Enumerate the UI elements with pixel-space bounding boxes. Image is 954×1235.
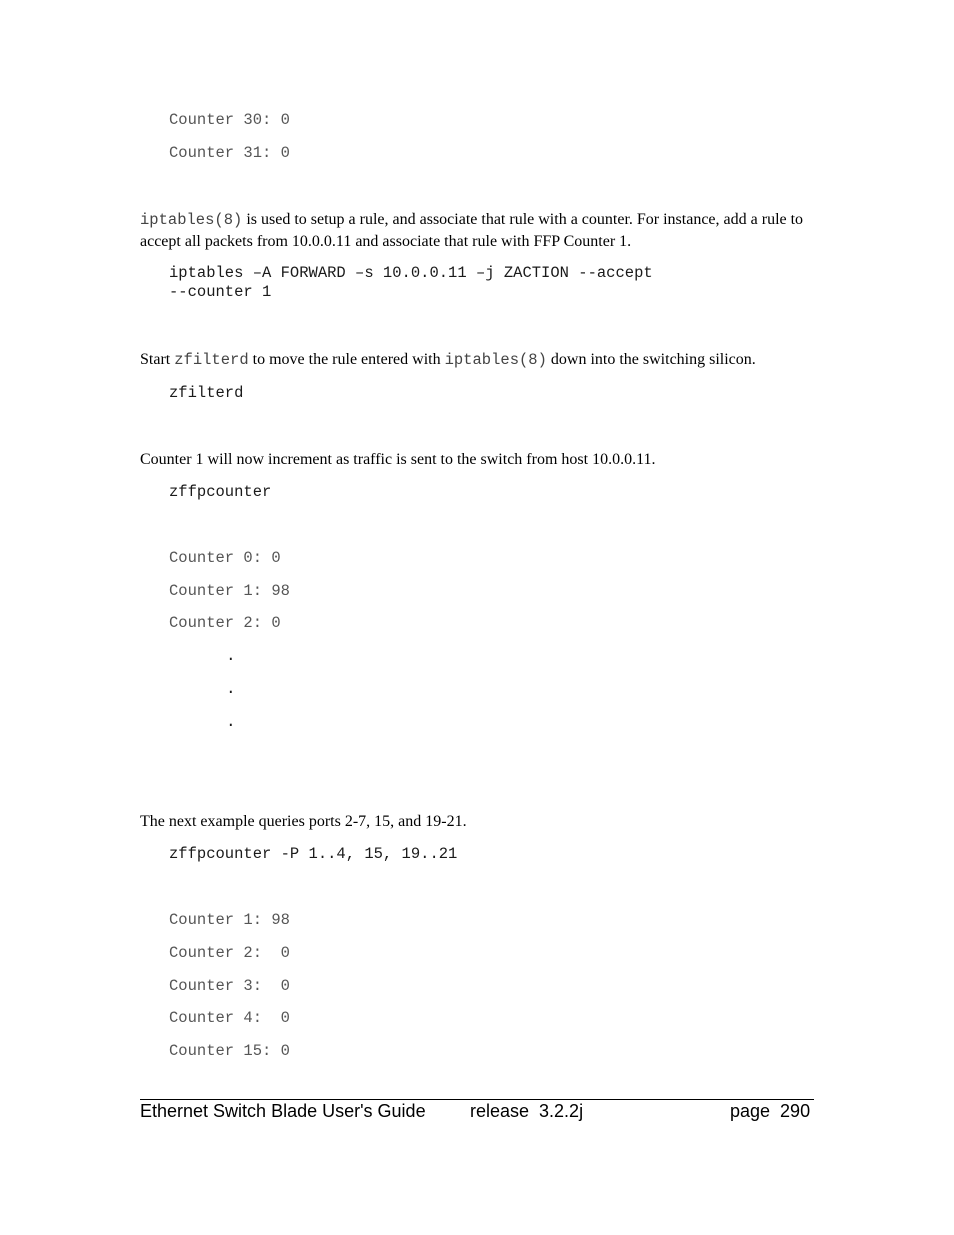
- paragraph-text: Start: [140, 351, 175, 368]
- ellipsis-dot: .: [226, 713, 236, 731]
- counter-line: Counter 30: 0: [169, 111, 290, 129]
- ellipsis-dot: .: [226, 680, 236, 698]
- inline-command: iptables(8): [444, 351, 547, 369]
- paragraph-text: to move the rule entered with: [248, 351, 445, 368]
- code-line: zfilterd: [169, 384, 244, 402]
- code-line: iptables –A FORWARD –s 10.0.0.11 –j ZACTION --accept: [169, 264, 653, 282]
- zfilterd-paragraph: [140, 349, 820, 371]
- next-example-paragraph: The next example queries ports 2-7, 15, and 19-21.: [140, 813, 467, 830]
- inline-command: iptables(8): [140, 211, 243, 229]
- code-line: --counter 1: [169, 283, 272, 301]
- footer-page-number: page 290: [730, 1101, 811, 1121]
- counter-line: Counter 3: 0: [169, 977, 290, 995]
- iptables-paragraph: [140, 209, 820, 253]
- footer-divider: [140, 1099, 814, 1100]
- counter-line: Counter 31: 0: [169, 144, 290, 162]
- paragraph-text: down into the switching silicon.: [546, 351, 756, 368]
- footer-release: release 3.2.2j: [470, 1101, 584, 1121]
- footer-title: Ethernet Switch Blade User's Guide: [140, 1101, 426, 1121]
- counter-line: Counter 2: 0: [169, 944, 290, 962]
- code-line: zffpcounter -P 1..4, 15, 19..21: [169, 845, 458, 863]
- counter-line: Counter 2: 0: [169, 614, 281, 632]
- counter-line: Counter 0: 0: [169, 549, 281, 567]
- ellipsis-dot: .: [226, 647, 236, 665]
- code-line: zffpcounter: [169, 483, 272, 501]
- counter-line: Counter 15: 0: [169, 1042, 290, 1060]
- inline-command: zfilterd: [174, 351, 249, 369]
- counter-line: Counter 1: 98: [169, 911, 290, 929]
- counter1-paragraph: Counter 1 will now increment as traffic is sent to the switch from host 10.0.0.11.: [140, 451, 656, 468]
- paragraph-text: is used to setup a rule, and associate that rule with a counter. For instance, add a rule to accept all packets from 10.0.0.11 and associate that rule with FFP Counter 1.: [140, 211, 804, 250]
- counter-line: Counter 1: 98: [169, 582, 290, 600]
- counter-line: Counter 4: 0: [169, 1009, 290, 1027]
